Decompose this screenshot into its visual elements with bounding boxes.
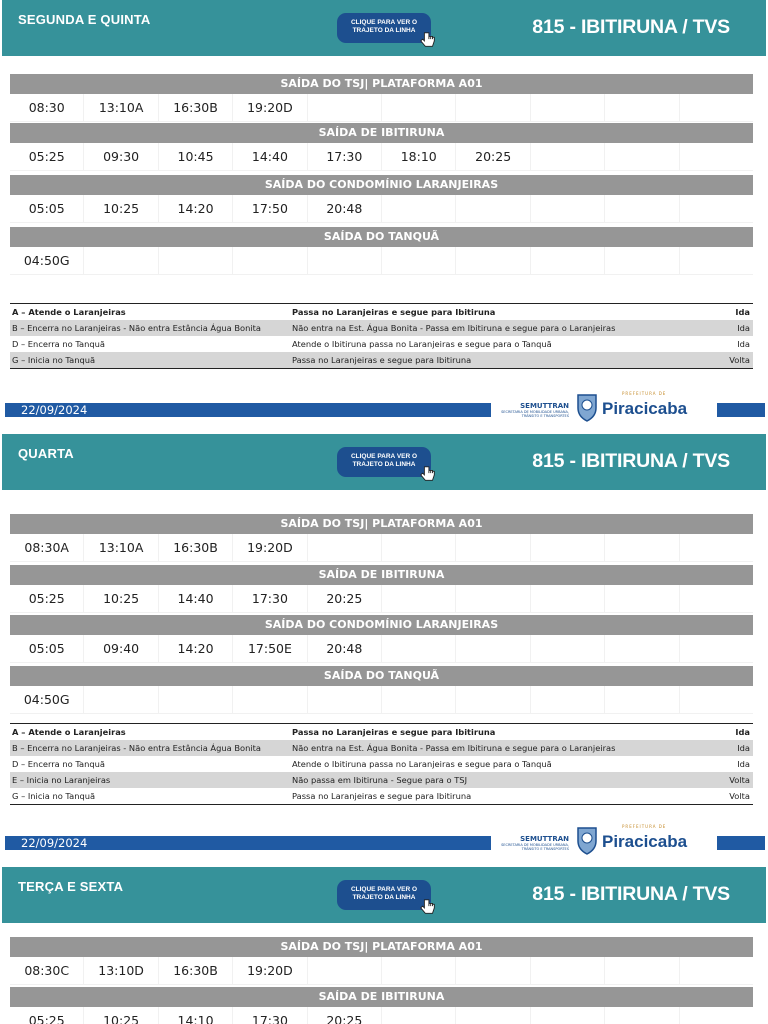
times-row — [10, 143, 753, 171]
legend-desc: Não entra na Est. Água Bonita - Passa em Ibitiruna e segue para o Laranjeiras — [292, 323, 616, 333]
section-ibitiruna — [10, 987, 753, 1024]
legend-dir: Volta — [729, 775, 750, 785]
time-cell: 19:20D — [233, 534, 307, 562]
legend-desc: Passa no Laranjeiras e segue para Ibitiruna — [292, 727, 496, 737]
legend-dir: Ida — [737, 743, 750, 753]
time-cell — [680, 1007, 753, 1024]
time-cell — [308, 534, 382, 562]
time-cell: 17:30 — [308, 143, 382, 171]
time-cell: 09:30 — [84, 143, 158, 171]
semuttran-logo: SEMUTTRAN SECRETARIA DE MOBILIDADE URBANA, TRÂNSITO E TRANSPORTES — [501, 402, 569, 418]
time-cell: 20:48 — [308, 195, 382, 223]
legend-desc: Passa no Laranjeiras e segue para Ibitiruna — [292, 791, 472, 801]
legend-desc: Atende o Ibitiruna passa no Laranjeiras e segue para o Tanquã — [292, 339, 552, 349]
time-cell: 16:30B — [159, 94, 233, 122]
time-cell — [531, 635, 605, 663]
times-row — [10, 1007, 753, 1024]
legend-row — [10, 336, 753, 352]
time-cell: 20:48 — [308, 635, 382, 663]
times-row — [10, 585, 753, 613]
pointer-hand-icon — [419, 465, 437, 483]
time-cell — [605, 635, 679, 663]
section-laranjeiras — [10, 175, 753, 223]
legend-dir: Ida — [737, 323, 750, 333]
time-cell — [456, 534, 530, 562]
legend-desc: Não passa em Ibitiruna - Segue para o TSJ — [292, 775, 468, 785]
legend-desc: Passa no Laranjeiras e segue para Ibitiruna — [292, 355, 472, 365]
time-cell: 13:10A — [84, 94, 158, 122]
times-row — [10, 635, 753, 663]
day-label: TERÇA E SEXTA — [18, 879, 124, 894]
time-cell: 05:25 — [10, 143, 84, 171]
section-tsj — [10, 514, 753, 562]
time-cell — [605, 957, 679, 985]
time-cell: 05:25 — [10, 585, 84, 613]
legend-code: A – Atende o Laranjeiras — [12, 727, 126, 737]
time-cell — [84, 247, 158, 275]
time-cell — [531, 94, 605, 122]
time-cell: 19:20D — [233, 94, 307, 122]
legend-table — [10, 723, 753, 805]
time-cell: 20:25 — [308, 585, 382, 613]
semuttran-logo: SEMUTTRAN SECRETARIA DE MOBILIDADE URBANA, TRÂNSITO E TRANSPORTES — [501, 835, 569, 851]
prefeitura-label: PREFEITURA DE — [622, 391, 667, 396]
time-cell: 10:25 — [84, 585, 158, 613]
times-row — [10, 534, 753, 562]
section-tsj — [10, 937, 753, 985]
legend-row — [10, 304, 753, 320]
time-cell: 08:30 — [10, 94, 84, 122]
section-ibitiruna — [10, 123, 753, 171]
legend-code: B – Encerra no Laranjeiras - Não entra Estância Água Bonita — [12, 323, 262, 333]
legend-code: A – Atende o Laranjeiras — [12, 307, 126, 317]
legend-dir: Volta — [729, 355, 750, 365]
legend-row — [10, 788, 753, 804]
times-row — [10, 94, 753, 122]
line-title: 815 - IBITIRUNA / TVS — [532, 883, 730, 905]
section-tsj — [10, 74, 753, 122]
day-label: SEGUNDA E QUINTA — [18, 12, 151, 27]
piracicaba-logo: Piracicaba — [602, 399, 688, 418]
time-cell — [84, 686, 158, 714]
time-cell — [308, 686, 382, 714]
time-cell — [382, 585, 456, 613]
legend-code: E – Inicia no Laranjeiras — [12, 775, 111, 785]
line-title: 815 - IBITIRUNA / TVS — [532, 450, 730, 472]
footer-logos — [492, 823, 712, 859]
time-cell — [233, 247, 307, 275]
legend-code: D – Encerra no Tanquã — [12, 339, 105, 349]
time-cell — [680, 143, 753, 171]
footer-logos — [492, 390, 712, 426]
time-cell — [456, 957, 530, 985]
time-cell: 09:40 — [84, 635, 158, 663]
legend-table — [10, 303, 753, 369]
times-row — [10, 957, 753, 985]
section-title: SAÍDA DO CONDOMÍNIO LARANJEIRAS — [10, 175, 753, 195]
time-cell: 08:30C — [10, 957, 84, 985]
route-map-button-label: CLIQUE PARA VER O TRAJETO DA LINHA — [350, 886, 418, 901]
day-label: QUARTA — [18, 446, 74, 461]
time-cell: 17:30 — [233, 585, 307, 613]
time-cell: 14:20 — [159, 195, 233, 223]
time-cell: 10:25 — [84, 1007, 158, 1024]
section-title: SAÍDA DE IBITIRUNA — [10, 987, 753, 1007]
time-cell — [456, 247, 530, 275]
route-map-button[interactable] — [337, 880, 431, 910]
piracicaba-logo: Piracicaba — [602, 832, 688, 851]
time-cell — [233, 686, 307, 714]
section-tanqua — [10, 227, 753, 275]
route-map-button[interactable] — [337, 13, 431, 43]
time-cell — [382, 635, 456, 663]
time-cell: 19:20D — [233, 957, 307, 985]
panel-header — [2, 0, 766, 56]
time-cell — [382, 247, 456, 275]
legend-row — [10, 724, 753, 740]
time-cell — [680, 247, 753, 275]
route-map-button-label: CLIQUE PARA VER O TRAJETO DA LINHA — [350, 453, 418, 468]
legend-dir: Ida — [735, 307, 750, 317]
time-cell: 05:05 — [10, 195, 84, 223]
time-cell — [382, 957, 456, 985]
time-cell — [456, 1007, 530, 1024]
section-tanqua — [10, 666, 753, 714]
time-cell — [382, 686, 456, 714]
time-cell: 08:30A — [10, 534, 84, 562]
time-cell — [531, 143, 605, 171]
section-title: SAÍDA DO TSJ| PLATAFORMA A01 — [10, 514, 753, 534]
date-label: 22/09/2024 — [21, 403, 88, 417]
prefeitura-label: PREFEITURA DE — [622, 824, 667, 829]
time-cell: 14:40 — [159, 585, 233, 613]
time-cell — [605, 1007, 679, 1024]
time-cell: 17:50 — [233, 195, 307, 223]
time-cell — [456, 635, 530, 663]
date-label: 22/09/2024 — [21, 836, 88, 850]
legend-dir: Ida — [737, 339, 750, 349]
legend-code: G – Inicia no Tanquã — [12, 791, 96, 801]
legend-row — [10, 756, 753, 772]
legend-desc: Não entra na Est. Água Bonita - Passa em Ibitiruna e segue para o Laranjeiras — [292, 743, 616, 753]
legend-row — [10, 352, 753, 368]
time-cell: 13:10D — [84, 957, 158, 985]
panel-header — [2, 867, 766, 923]
time-cell: 04:50G — [10, 247, 84, 275]
time-cell — [308, 247, 382, 275]
time-cell — [680, 635, 753, 663]
time-cell — [605, 534, 679, 562]
time-cell — [680, 957, 753, 985]
time-cell — [680, 534, 753, 562]
time-cell — [456, 195, 530, 223]
time-cell — [531, 195, 605, 223]
time-cell: 17:30 — [233, 1007, 307, 1024]
time-cell — [680, 195, 753, 223]
time-cell — [159, 686, 233, 714]
time-cell — [382, 94, 456, 122]
section-title: SAÍDA DO TANQUÃ — [10, 666, 753, 686]
time-cell — [382, 195, 456, 223]
section-title: SAÍDA DO TANQUÃ — [10, 227, 753, 247]
time-cell — [605, 686, 679, 714]
time-cell: 16:30B — [159, 534, 233, 562]
time-cell: 10:25 — [84, 195, 158, 223]
section-ibitiruna — [10, 565, 753, 613]
times-row — [10, 247, 753, 275]
time-cell — [605, 585, 679, 613]
time-cell — [605, 247, 679, 275]
time-cell: 18:10 — [382, 143, 456, 171]
time-cell: 10:45 — [159, 143, 233, 171]
legend-row — [10, 740, 753, 756]
time-cell: 14:20 — [159, 635, 233, 663]
time-cell — [605, 143, 679, 171]
legend-code: G – Inicia no Tanquã — [12, 355, 96, 365]
time-cell — [531, 585, 605, 613]
time-cell — [531, 957, 605, 985]
time-cell: 05:05 — [10, 635, 84, 663]
time-cell — [680, 585, 753, 613]
line-title: 815 - IBITIRUNA / TVS — [532, 16, 730, 38]
section-title: SAÍDA DO TSJ| PLATAFORMA A01 — [10, 937, 753, 957]
legend-desc: Atende o Ibitiruna passa no Laranjeiras e segue para o Tanquã — [292, 759, 552, 769]
legend-desc: Passa no Laranjeiras e segue para Ibitiruna — [292, 307, 496, 317]
time-cell: 16:30B — [159, 957, 233, 985]
panel-header — [2, 434, 766, 490]
time-cell — [308, 957, 382, 985]
time-cell: 13:10A — [84, 534, 158, 562]
time-cell — [308, 94, 382, 122]
section-laranjeiras — [10, 615, 753, 663]
city-crest-icon — [576, 825, 598, 855]
time-cell: 14:10 — [159, 1007, 233, 1024]
city-crest-icon — [576, 392, 598, 422]
time-cell — [159, 247, 233, 275]
route-map-button[interactable] — [337, 447, 431, 477]
time-cell — [605, 94, 679, 122]
route-map-button-label: CLIQUE PARA VER O TRAJETO DA LINHA — [350, 19, 418, 34]
time-cell — [456, 585, 530, 613]
legend-dir: Ida — [735, 727, 750, 737]
time-cell — [531, 1007, 605, 1024]
time-cell: 20:25 — [456, 143, 530, 171]
section-title: SAÍDA DO TSJ| PLATAFORMA A01 — [10, 74, 753, 94]
time-cell — [531, 534, 605, 562]
legend-code: B – Encerra no Laranjeiras - Não entra Estância Água Bonita — [12, 743, 262, 753]
time-cell: 17:50E — [233, 635, 307, 663]
time-cell — [680, 94, 753, 122]
pointer-hand-icon — [419, 31, 437, 49]
legend-code: D – Encerra no Tanquã — [12, 759, 105, 769]
time-cell — [456, 94, 530, 122]
legend-dir: Ida — [737, 759, 750, 769]
section-title: SAÍDA DO CONDOMÍNIO LARANJEIRAS — [10, 615, 753, 635]
time-cell: 20:25 — [308, 1007, 382, 1024]
times-row — [10, 686, 753, 714]
time-cell — [531, 247, 605, 275]
time-cell — [456, 686, 530, 714]
times-row — [10, 195, 753, 223]
legend-dir: Volta — [729, 791, 750, 801]
time-cell — [382, 534, 456, 562]
time-cell — [680, 686, 753, 714]
section-title: SAÍDA DE IBITIRUNA — [10, 123, 753, 143]
pointer-hand-icon — [419, 898, 437, 916]
time-cell: 05:25 — [10, 1007, 84, 1024]
time-cell — [531, 686, 605, 714]
section-title: SAÍDA DE IBITIRUNA — [10, 565, 753, 585]
legend-row — [10, 772, 753, 788]
legend-row — [10, 320, 753, 336]
time-cell — [605, 195, 679, 223]
time-cell: 14:40 — [233, 143, 307, 171]
time-cell: 04:50G — [10, 686, 84, 714]
time-cell — [382, 1007, 456, 1024]
